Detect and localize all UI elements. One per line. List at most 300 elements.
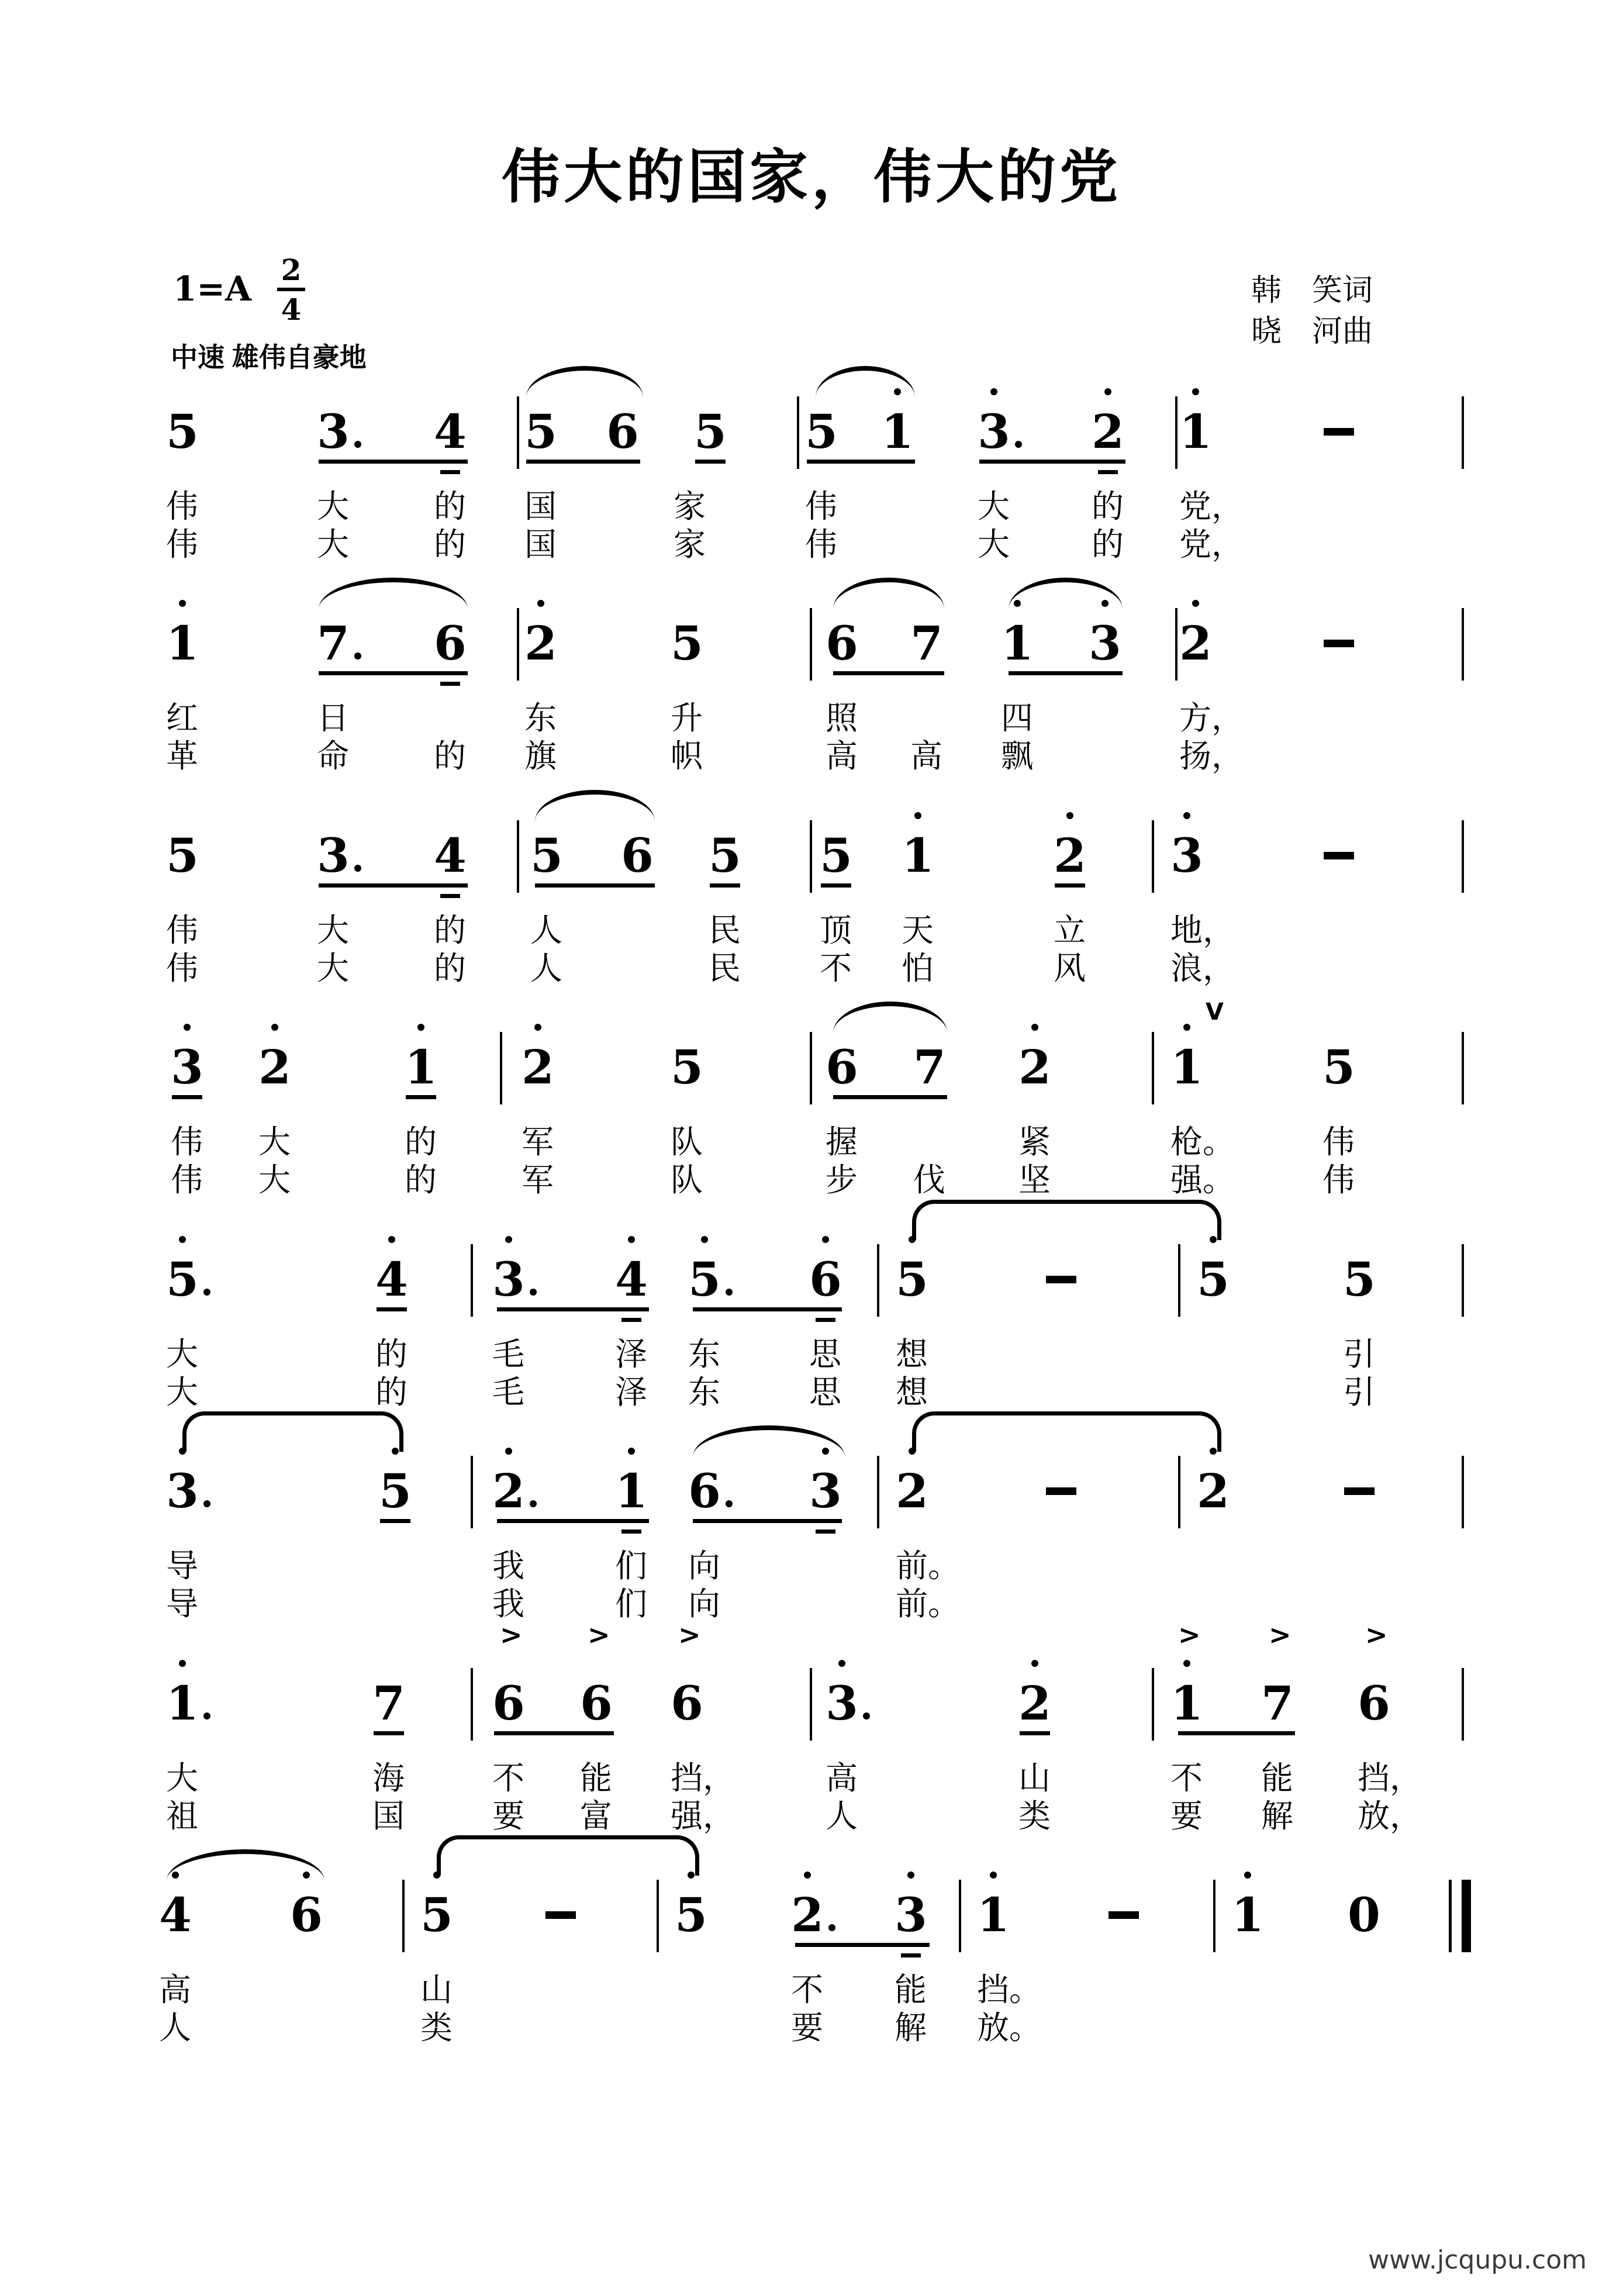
note-number: 7 xyxy=(372,1676,405,1731)
note-number: 5 xyxy=(671,1040,703,1095)
note-number: 1 xyxy=(166,616,199,671)
note-number: 5 xyxy=(896,1252,928,1307)
lyric: 思 xyxy=(809,1335,842,1373)
barline xyxy=(1152,1032,1154,1104)
note-underline xyxy=(374,1731,404,1735)
time-signature-numerator: 2 xyxy=(281,253,302,287)
octave-dot xyxy=(1244,1872,1251,1879)
note-number: 4 xyxy=(434,404,467,459)
note-underline xyxy=(1055,883,1085,888)
lyric: 军 xyxy=(522,1123,554,1161)
final-barline-thin xyxy=(1449,1880,1452,1952)
note-number: 1 xyxy=(1179,404,1212,459)
lyric: 类 xyxy=(420,2009,453,2046)
note-number: 2 xyxy=(1018,1676,1051,1731)
lyric: 照 xyxy=(826,699,858,737)
octave-dot xyxy=(804,1872,811,1879)
lyric: 高 xyxy=(826,1759,858,1797)
octave-dot xyxy=(1183,812,1190,819)
lyric: 们 xyxy=(615,1547,648,1584)
octave-dot xyxy=(303,1872,310,1879)
key-signature: 1=A xyxy=(173,269,251,309)
note-number: 5 xyxy=(1322,1040,1355,1095)
rhythm-dot xyxy=(828,1924,835,1931)
lyric: 思 xyxy=(809,1373,842,1411)
octave-dot xyxy=(1210,1448,1217,1455)
octave-dot xyxy=(1066,812,1073,819)
lyric: 我 xyxy=(492,1585,525,1622)
watermark-url: www.jcqupu.com xyxy=(1368,2245,1587,2275)
slur-arc xyxy=(167,1849,324,1881)
lyric: 立 xyxy=(1054,912,1086,949)
lyric: 导 xyxy=(166,1547,199,1584)
note-number: 6 xyxy=(826,616,858,671)
lyric: 四 xyxy=(1001,699,1034,737)
beam-underline xyxy=(693,1519,842,1523)
lyric: 队 xyxy=(671,1123,703,1161)
octave-dot xyxy=(909,1236,916,1243)
note-number: 1 xyxy=(405,1040,437,1095)
rhythm-dot xyxy=(203,1712,210,1720)
lyric: 挡， xyxy=(1358,1759,1422,1797)
breath-mark: V xyxy=(1206,999,1224,1026)
lyric: 紧 xyxy=(1018,1123,1051,1161)
note-underline xyxy=(821,883,851,888)
note-number: 7 xyxy=(910,616,943,671)
note-number: 6 xyxy=(606,404,639,459)
note-number: 6 xyxy=(809,1252,842,1307)
lyric: 大 xyxy=(978,488,1010,525)
lyric: 的 xyxy=(405,1161,437,1199)
rest-dash xyxy=(1324,428,1354,436)
octave-dot xyxy=(907,1872,914,1879)
octave-dot xyxy=(433,1872,440,1879)
composer-credit: 晓 河曲 xyxy=(1251,314,1373,349)
rhythm-dot xyxy=(354,652,361,660)
note-underline xyxy=(377,1307,407,1311)
octave-dot xyxy=(505,1448,512,1455)
lyric: 能 xyxy=(895,1971,927,2008)
octave-dot xyxy=(184,1024,191,1031)
lyric: 握 xyxy=(826,1123,858,1161)
rhythm-dot xyxy=(863,1712,870,1720)
lyric: 高 xyxy=(826,737,858,775)
barline xyxy=(517,820,519,893)
lyric: 前。 xyxy=(896,1585,961,1622)
rest-dash xyxy=(1324,852,1354,859)
note-number: 2 xyxy=(896,1463,928,1518)
lyric: 的 xyxy=(434,526,467,563)
octave-dot xyxy=(534,1024,541,1031)
lyric: 解 xyxy=(1261,1797,1294,1835)
lyric: 人 xyxy=(530,950,563,987)
note-number: 6 xyxy=(671,1676,703,1731)
octave-dot xyxy=(1101,600,1109,607)
lyric: 民 xyxy=(709,912,741,949)
lyric: 的 xyxy=(405,1123,437,1161)
lyric: 前。 xyxy=(896,1547,961,1584)
accent-mark: > xyxy=(1269,1619,1292,1651)
note-number: 1 xyxy=(166,1676,199,1731)
octave-dot xyxy=(1210,1236,1217,1243)
note-number: 3 xyxy=(1170,828,1203,883)
lyric: 的 xyxy=(1092,526,1124,563)
note-number: 5 xyxy=(530,828,563,883)
lyric: 伟 xyxy=(1322,1161,1355,1199)
note-number: 0 xyxy=(1348,1887,1380,1942)
note-underline xyxy=(710,883,740,888)
octave-dot xyxy=(894,388,901,395)
lyricist-credit: 韩 笑词 xyxy=(1251,273,1373,308)
note-number: 6 xyxy=(1358,1676,1390,1731)
note-number: 3 xyxy=(171,1040,203,1095)
barline xyxy=(1213,1880,1215,1952)
accent-mark: > xyxy=(1365,1619,1388,1651)
note-number: 3 xyxy=(809,1463,842,1518)
octave-dot xyxy=(271,1024,278,1031)
lyric: 向 xyxy=(688,1547,721,1584)
lyric: 大 xyxy=(317,912,350,949)
note-number: 5 xyxy=(379,1463,412,1518)
note-number: 5 xyxy=(820,828,852,883)
beam-underline xyxy=(319,460,468,464)
lyric: 伟 xyxy=(166,950,199,987)
note-underline-second xyxy=(816,1318,835,1322)
lyric: 大 xyxy=(166,1759,199,1797)
note-underline-second xyxy=(440,470,460,474)
note-number: 5 xyxy=(688,1252,721,1307)
octave-dot xyxy=(909,1448,916,1455)
lyric: 东 xyxy=(688,1373,721,1411)
octave-dot xyxy=(990,1872,997,1879)
octave-dot xyxy=(822,1236,829,1243)
end-barline xyxy=(1462,608,1464,681)
lyric: 党， xyxy=(1179,526,1244,563)
beam-underline xyxy=(526,460,640,464)
lyric: 扬， xyxy=(1179,737,1244,775)
lyric: 人 xyxy=(826,1797,858,1835)
lyric: 红 xyxy=(166,699,199,737)
beam-underline xyxy=(497,1519,649,1523)
barline xyxy=(1178,1456,1180,1528)
lyric: 导 xyxy=(166,1585,199,1622)
lyric: 想 xyxy=(896,1373,928,1411)
barline xyxy=(877,1244,879,1317)
octave-dot xyxy=(1031,1024,1038,1031)
tempo-expression: 中速 雄伟自豪地 xyxy=(171,342,367,372)
note-number: 1 xyxy=(1170,1676,1203,1731)
note-number: 2 xyxy=(522,1040,554,1095)
octave-dot xyxy=(537,600,544,607)
octave-dot xyxy=(1014,600,1021,607)
note-number: 7 xyxy=(913,1040,946,1095)
lyric: 大 xyxy=(258,1123,291,1161)
note-number: 7 xyxy=(317,616,350,671)
lyric: 伟 xyxy=(171,1161,203,1199)
note-underline-second xyxy=(440,894,460,898)
note-number: 1 xyxy=(615,1463,648,1518)
end-barline xyxy=(1462,1668,1464,1741)
note-number: 5 xyxy=(694,404,727,459)
slur-arc xyxy=(526,366,643,398)
note-number: 6 xyxy=(290,1887,323,1942)
octave-dot xyxy=(1192,388,1199,395)
beam-underline xyxy=(319,671,468,675)
rhythm-dot xyxy=(726,1500,733,1507)
lyric: 的 xyxy=(434,912,467,949)
lyric: 天 xyxy=(902,912,934,949)
lyric: 挡。 xyxy=(977,1971,1042,2008)
barline xyxy=(1152,820,1154,893)
time-signature-bar xyxy=(277,288,305,291)
rhythm-dot xyxy=(530,1500,537,1507)
rest-dash xyxy=(1109,1911,1139,1919)
note-number: 3 xyxy=(978,404,1010,459)
octave-dot xyxy=(1183,1024,1190,1031)
final-barline-thick xyxy=(1462,1880,1471,1952)
lyric: 坚 xyxy=(1018,1161,1051,1199)
rhythm-dot xyxy=(530,1289,537,1296)
barline xyxy=(877,1456,879,1528)
beam-underline xyxy=(807,460,915,464)
lyric: 祖 xyxy=(166,1797,199,1835)
note-number: 1 xyxy=(977,1887,1010,1942)
beam-underline xyxy=(535,883,655,888)
lyric: 大 xyxy=(978,526,1010,563)
lyric: 高 xyxy=(910,737,943,775)
lyric: 怕 xyxy=(902,950,934,987)
note-number: 7 xyxy=(1261,1676,1294,1731)
lyric: 的 xyxy=(1092,488,1124,525)
note-number: 1 xyxy=(1231,1887,1264,1942)
lyric: 伟 xyxy=(166,912,199,949)
note-number: 1 xyxy=(1170,1040,1203,1095)
barline xyxy=(402,1880,405,1952)
lyric: 大 xyxy=(317,488,350,525)
lyric: 山 xyxy=(420,1971,453,2008)
lyric: 引 xyxy=(1343,1373,1376,1411)
lyric: 强。 xyxy=(1170,1161,1235,1199)
lyric: 不 xyxy=(820,950,852,987)
lyric: 伟 xyxy=(171,1123,203,1161)
tie-arc xyxy=(182,1411,403,1452)
beam-underline xyxy=(693,1307,842,1311)
note-number: 3 xyxy=(826,1676,858,1731)
lyric: 伟 xyxy=(166,526,199,563)
note-underline-second xyxy=(621,1318,641,1322)
lyric: 国 xyxy=(524,526,557,563)
note-number: 3 xyxy=(317,828,350,883)
lyric: 们 xyxy=(615,1585,648,1622)
rhythm-dot xyxy=(1015,441,1022,448)
note-number: 2 xyxy=(1054,828,1086,883)
lyric: 伟 xyxy=(805,488,838,525)
lyric: 的 xyxy=(375,1335,408,1373)
octave-dot xyxy=(1104,388,1111,395)
octave-dot xyxy=(179,600,186,607)
note-number: 4 xyxy=(159,1887,192,1942)
note-number: 5 xyxy=(166,404,199,459)
note-number: 5 xyxy=(166,1252,199,1307)
lyric: 的 xyxy=(434,488,467,525)
lyric: 家 xyxy=(674,526,706,563)
lyric: 伟 xyxy=(166,488,199,525)
beam-underline xyxy=(833,1095,947,1099)
lyric: 要 xyxy=(492,1797,525,1835)
lyric: 军 xyxy=(522,1161,554,1199)
lyric: 解 xyxy=(895,2009,927,2046)
octave-dot xyxy=(628,1448,635,1455)
lyric: 伟 xyxy=(1322,1123,1355,1161)
note-number: 6 xyxy=(826,1040,858,1095)
octave-dot xyxy=(172,1872,179,1879)
octave-dot xyxy=(1192,600,1199,607)
note-underline xyxy=(380,1519,410,1523)
end-barline xyxy=(1462,396,1464,469)
note-underline-second xyxy=(816,1529,835,1534)
note-number: 6 xyxy=(434,616,467,671)
lyric: 高 xyxy=(159,1971,192,2008)
lyric: 步 xyxy=(826,1161,858,1199)
barline xyxy=(471,1456,473,1528)
lyric: 方， xyxy=(1179,699,1244,737)
lyric: 民 xyxy=(709,950,741,987)
rest-dash xyxy=(1046,1487,1076,1495)
octave-dot xyxy=(179,1236,186,1243)
lyric: 想 xyxy=(896,1335,928,1373)
lyric: 飘 xyxy=(1001,737,1034,775)
song-title: 伟大的国家，伟大的党 xyxy=(502,142,1121,211)
note-number: 4 xyxy=(434,828,467,883)
lyric: 海 xyxy=(372,1759,405,1797)
note-number: 6 xyxy=(688,1463,721,1518)
slur-arc xyxy=(833,578,944,609)
lyric: 枪。 xyxy=(1170,1123,1235,1161)
note-number: 5 xyxy=(420,1887,453,1942)
lyric: 帜 xyxy=(671,737,703,775)
lyric: 泽 xyxy=(615,1335,648,1373)
note-underline xyxy=(172,1095,202,1099)
lyric: 类 xyxy=(1018,1797,1051,1835)
octave-dot xyxy=(417,1024,424,1031)
lyric: 大 xyxy=(317,950,350,987)
note-underline xyxy=(1020,1731,1050,1735)
octave-dot xyxy=(838,1660,845,1667)
note-number: 6 xyxy=(580,1676,613,1731)
lyric: 不 xyxy=(791,1971,824,2008)
barline xyxy=(500,1032,502,1104)
barline xyxy=(471,1668,473,1741)
lyric: 山 xyxy=(1018,1759,1051,1797)
lyric: 引 xyxy=(1343,1335,1376,1373)
time-signature-denominator: 4 xyxy=(281,292,302,327)
lyric: 能 xyxy=(580,1759,613,1797)
beam-underline xyxy=(979,460,1125,464)
note-underline xyxy=(695,460,726,464)
rhythm-dot xyxy=(203,1289,210,1296)
octave-dot xyxy=(179,1448,186,1455)
barline xyxy=(1178,1244,1180,1317)
lyric: 人 xyxy=(530,912,563,949)
octave-dot xyxy=(1031,1660,1038,1667)
lyric: 地， xyxy=(1170,912,1235,949)
lyric: 的 xyxy=(434,950,467,987)
beam-underline xyxy=(319,883,468,888)
lyric: 向 xyxy=(688,1585,721,1622)
note-number: 3 xyxy=(492,1252,525,1307)
tie-arc xyxy=(912,1411,1221,1452)
lyric: 旗 xyxy=(524,737,557,775)
note-number: 5 xyxy=(671,616,703,671)
note-underline-second xyxy=(1098,470,1118,474)
octave-dot xyxy=(628,1236,635,1243)
barline xyxy=(471,1244,473,1317)
note-number: 3 xyxy=(1089,616,1121,671)
octave-dot xyxy=(914,812,921,819)
lyric: 我 xyxy=(492,1547,525,1584)
note-number: 5 xyxy=(1343,1252,1376,1307)
rest-dash xyxy=(1046,1276,1076,1283)
lyric: 东 xyxy=(524,699,557,737)
lyric: 放。 xyxy=(977,2009,1042,2046)
lyric: 东 xyxy=(688,1335,721,1373)
lyric: 大 xyxy=(166,1335,199,1373)
slur-arc xyxy=(833,1002,947,1033)
lyric: 强， xyxy=(671,1797,735,1835)
end-barline xyxy=(1462,820,1464,893)
octave-dot xyxy=(990,388,997,395)
note-number: 5 xyxy=(805,404,838,459)
lyric: 不 xyxy=(1170,1759,1203,1797)
note-number: 2 xyxy=(1197,1463,1230,1518)
note-underline xyxy=(406,1095,436,1099)
beam-underline xyxy=(1009,671,1123,675)
lyric: 富 xyxy=(580,1797,613,1835)
beam-underline xyxy=(1178,1731,1295,1735)
lyric: 的 xyxy=(434,737,467,775)
lyric: 顶 xyxy=(820,912,852,949)
lyric: 人 xyxy=(159,2009,192,2046)
octave-dot xyxy=(388,1236,395,1243)
note-number: 3 xyxy=(166,1463,199,1518)
barline xyxy=(657,1880,659,1952)
lyric: 的 xyxy=(375,1373,408,1411)
octave-dot xyxy=(688,1872,695,1879)
note-number: 5 xyxy=(709,828,741,883)
rhythm-dot xyxy=(354,441,361,448)
lyric: 日 xyxy=(317,699,350,737)
octave-dot xyxy=(392,1448,399,1455)
lyric: 风 xyxy=(1054,950,1086,987)
lyric: 大 xyxy=(258,1161,291,1199)
slur-arc xyxy=(319,578,468,609)
lyric: 国 xyxy=(372,1797,405,1835)
rest-dash xyxy=(1344,1487,1375,1495)
note-underline-second xyxy=(440,682,460,686)
octave-dot xyxy=(505,1236,512,1243)
note-number: 1 xyxy=(1001,616,1034,671)
lyric: 要 xyxy=(791,2009,824,2046)
lyric: 伐 xyxy=(913,1161,946,1199)
note-number: 1 xyxy=(902,828,934,883)
tie-arc xyxy=(912,1200,1221,1240)
lyric: 伟 xyxy=(805,526,838,563)
tie-arc xyxy=(437,1835,699,1876)
beam-underline xyxy=(795,1943,930,1947)
rest-dash xyxy=(545,1911,576,1919)
barline xyxy=(810,608,812,681)
note-number: 2 xyxy=(492,1463,525,1518)
